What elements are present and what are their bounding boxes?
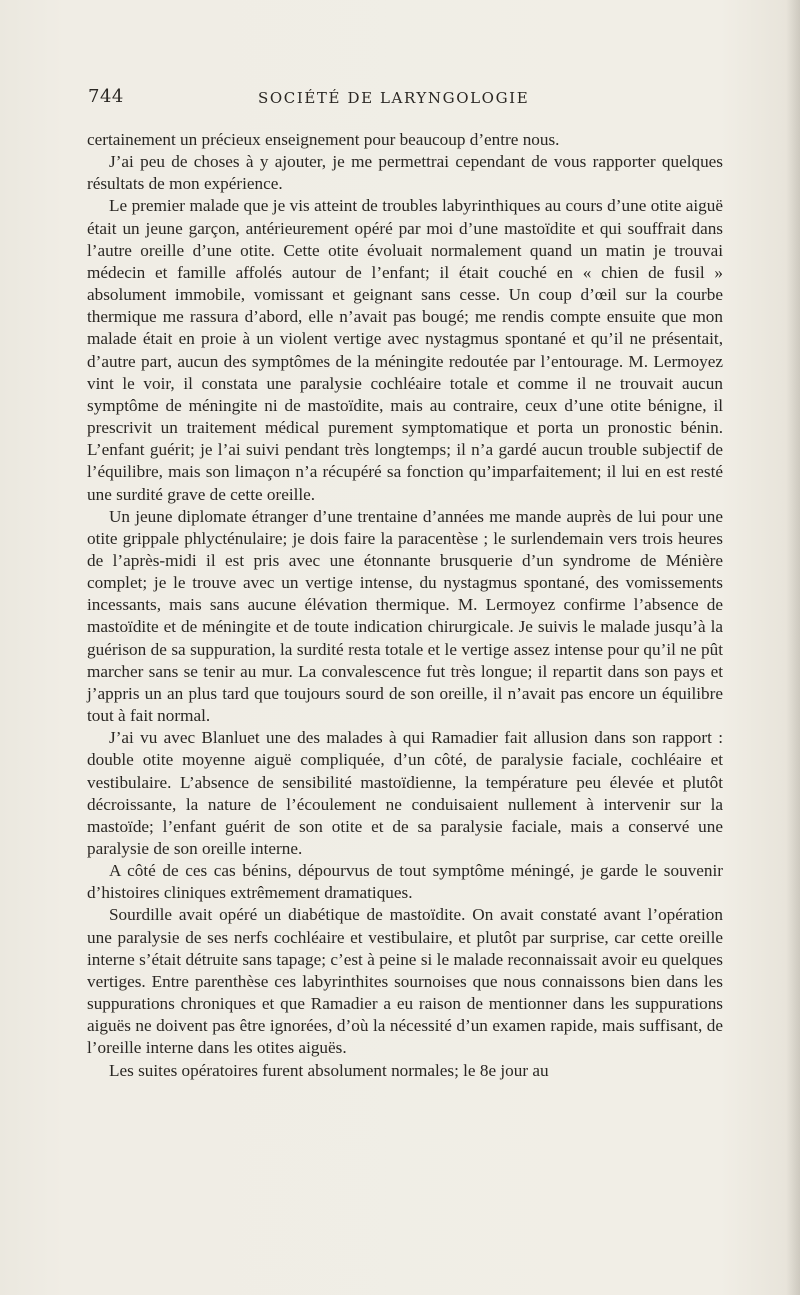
paragraph-postoperative: Les suites opératoires furent absolument normales; le 8e jour au — [109, 1060, 549, 1080]
page-number: 744 — [88, 86, 124, 107]
running-title: SOCIÉTÉ DE LARYNGOLOGIE — [258, 89, 530, 107]
paragraph-continuation: certainement un précieux enseignement pour beaucoup d’entre nous. — [87, 130, 560, 149]
paragraph-diplomat-case: Un jeune diplomate étranger d’une trentaine d’années me mande auprès de lui pour une otite grippale phlycténulaire; je dois faire la paracentèse ; le surlendemain vers trois heures de l’après-midi il est pris avec une étonnante brusquerie d’un syndrome de Ménière complet; je le trouve avec un vertige intense, du nystagmus spontané, des vomissements incessants, mais sans aucune élévation thermique. M. Lermoyez confirme l’absence de mastoïdite et de méningite et de toute indication chirurgicale. Je suivis le malade jusqu’à la guérison de sa suppuration, la surdité resta totale et le vertige assez intense pour qu’il ne pût marcher sans se tenir au mur. La convalescence fut très longue; il repartit dans son pays et j’appris un an plus tard que toujours sourd de son oreille, il n’avait pas encore un équilibre tout à fait normal. — [87, 506, 723, 726]
paragraph-intro: J’ai peu de choses à y ajouter, je me permettrai cependant de vous rapporter quelques résultats de mon expérience. — [87, 152, 723, 194]
paragraph-blanluet-case: J’ai vu avec Blanluet une des malades à qui Ramadier fait allusion dans son rapport : double otite moyenne aiguë compliquée, d’un côté, de paralysie faciale, cochléaire et vestibulaire. L’absence de sensibilité mastoïdienne, la température peu élevée et plutôt décroissante, la nature de l’écoulement ne conduisaient nullement à intervenir sur la mastoïde; l’enfant guérit de son otite et de sa paralysie faciale, mais a conservé une paralysie de son oreille interne. — [87, 728, 723, 858]
running-head — [88, 86, 723, 110]
paragraph-first-case: Le premier malade que je vis atteint de troubles labyrinthiques au cours d’une otite aiguë était un jeune garçon, antérieurement opéré par moi d’une mastoïdite et qui souffrait dans l’autre oreille d’une otite. Cette otite évoluait normalement quand un matin je trouvai médecin et famille affolés autour de l’enfant; il était couché en « chien de fusil » absolument immobile, vomissant et geignant sans cesse. Un coup d’œil sur la courbe thermique me rassura d’abord, elle n’avait pas bougé; me rendis compte ensuite que mon malade était en proie à un violent vertige avec nystagmus spontané et qu’il ne présentait, d’autre part, aucun des symptômes de la méningite redoutée par l’entourage. M. Lermoyez vint le voir, il constata une paralysie cochléaire totale et comme il ne trouvait aucun symptôme de méningite ni de mastoïdite, mais au contraire, ceux d’une otite bénigne, il prescrivit un traitement médical purement symptomatique et porta un pronostic bénin. L’enfant guérit; je l’ai suivi pendant très longtemps; il n’a gardé aucun trouble subjectif de l’équilibre, mais son limaçon n’a récupéré sa fonction qu’imparfaitement; il lui en est resté une surdité grave de cette oreille. — [87, 196, 723, 504]
page-edge-shadow — [786, 0, 800, 1295]
paragraph-dramatic-cases: A côté de ces cas bénins, dépourvus de tout symptôme méningé, je garde le souvenir d’histoires cliniques extrêmement dramatiques. — [87, 861, 723, 903]
paragraph-sourdille-case: Sourdille avait opéré un diabétique de mastoïdite. On avait constaté avant l’opération une paralysie de ses nerfs cochléaire et vestibulaire, et plutôt par surprise, car cette oreille interne s’était détruite sans tapage; c’est à peine si le malade reconnaissait avoir eu quelques vertiges. Entre parenthèse ces labyrinthites sournoises que nous connaissons bien dans les suppurations chroniques et que Ramadier a eu raison de mentionner dans les suppurations aiguës ne doivent pas être ignorées, d’où la nécessité d’un examen rapide, mais suffisant, de l’oreille interne dans les otites aiguës. — [87, 905, 723, 1058]
body-text — [87, 129, 723, 1082]
